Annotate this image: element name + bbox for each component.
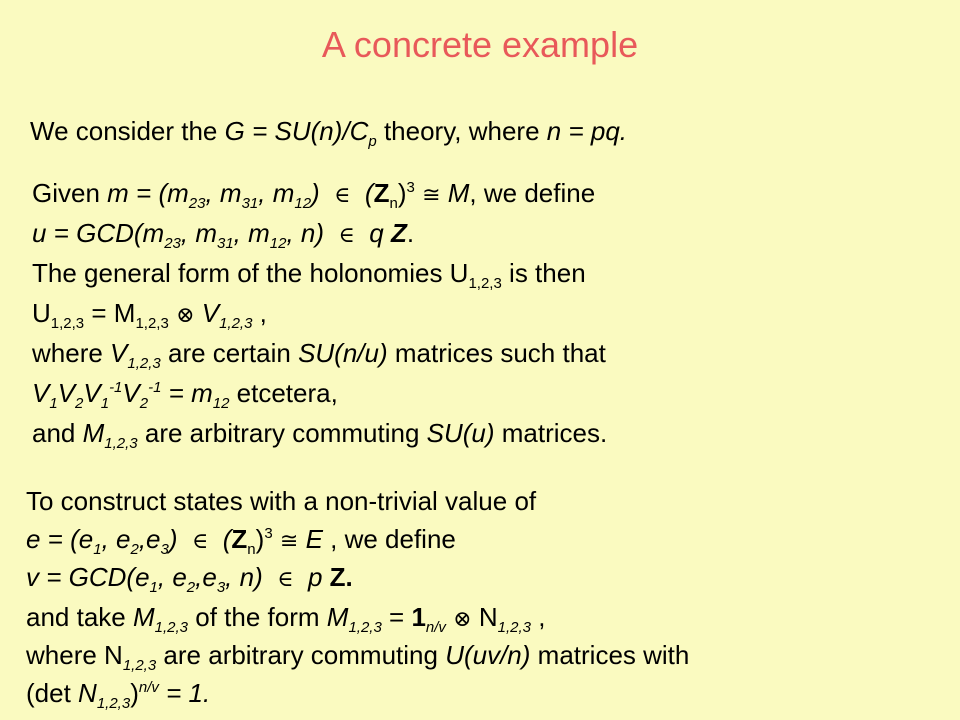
tensor-product-symbol: ⊗ bbox=[176, 303, 195, 328]
superscript: -1 bbox=[109, 379, 123, 396]
intro-text: We consider the bbox=[30, 116, 225, 146]
text: , m bbox=[258, 178, 295, 208]
text: N bbox=[471, 602, 498, 632]
subscript: 12 bbox=[269, 235, 287, 252]
text: q bbox=[369, 218, 384, 248]
text: matrices. bbox=[494, 418, 608, 448]
text: u = GCD(m bbox=[32, 218, 165, 248]
text: M bbox=[447, 178, 470, 208]
integers-symbol: Z bbox=[373, 178, 390, 208]
subscript: 12 bbox=[212, 395, 230, 412]
text: The general form of the holonomies U bbox=[32, 258, 469, 288]
text: matrices such that bbox=[387, 338, 606, 368]
text: ( bbox=[222, 524, 232, 554]
text: , e bbox=[157, 562, 187, 592]
text: and bbox=[32, 418, 83, 448]
text: , bbox=[252, 298, 267, 328]
text: , m bbox=[180, 218, 217, 248]
element-of-symbol: ∈ bbox=[334, 183, 351, 208]
text: U(uv/n) bbox=[445, 640, 531, 670]
identity-matrix-symbol: 1 bbox=[411, 602, 426, 632]
text: SU(u) bbox=[426, 418, 495, 448]
block2-line5 bbox=[26, 638, 689, 672]
superscript: 3 bbox=[264, 525, 273, 542]
text: are arbitrary commuting bbox=[137, 418, 427, 448]
text: , e bbox=[101, 524, 131, 554]
subscript: 1 bbox=[93, 541, 102, 558]
subscript: 23 bbox=[188, 195, 206, 212]
m-vector: m = (m bbox=[107, 178, 189, 208]
tensor-product-symbol: ⊗ bbox=[453, 607, 472, 632]
integers-symbol: Z. bbox=[329, 562, 353, 592]
text: , m bbox=[233, 218, 270, 248]
congruence-symbol: ≅ bbox=[279, 529, 299, 554]
text: of the form bbox=[188, 602, 327, 632]
block1-line6 bbox=[32, 376, 338, 410]
subscript: 1,2,3 bbox=[468, 275, 502, 292]
subscript: 1,2,3 bbox=[497, 619, 531, 636]
subscript: 1 bbox=[49, 395, 58, 412]
text: N bbox=[104, 640, 123, 670]
subscript-p: p bbox=[368, 133, 377, 150]
intro-line bbox=[30, 114, 627, 148]
text: v = GCD(e bbox=[26, 562, 150, 592]
text: ( bbox=[364, 178, 374, 208]
text: , m bbox=[205, 178, 242, 208]
text: , we define bbox=[322, 524, 456, 554]
text: , we define bbox=[469, 178, 596, 208]
slide-title: A concrete example bbox=[321, 24, 639, 65]
subscript: 1,2,3 bbox=[348, 619, 382, 636]
subscript: 1,2,3 bbox=[154, 619, 189, 636]
block1-line5 bbox=[32, 336, 606, 370]
text: , n) bbox=[286, 218, 325, 248]
text: ,e bbox=[138, 524, 161, 554]
text: are certain bbox=[160, 338, 299, 368]
subscript: 2 bbox=[75, 395, 84, 412]
subscript: 23 bbox=[164, 235, 181, 252]
integers-symbol: Z bbox=[231, 524, 248, 554]
text: , bbox=[530, 602, 546, 632]
block2-line6 bbox=[26, 676, 210, 710]
text: ) bbox=[168, 524, 178, 554]
text: = m bbox=[161, 378, 213, 408]
n-equals-pq: n = pq. bbox=[546, 116, 627, 146]
text: e = (e bbox=[26, 524, 94, 554]
superscript: 3 bbox=[406, 179, 415, 196]
text: , n) bbox=[225, 562, 263, 592]
text: SU(n/u) bbox=[298, 338, 388, 368]
subscript: n bbox=[389, 195, 398, 212]
subscript: n/v bbox=[425, 619, 446, 636]
text: V bbox=[57, 378, 76, 408]
text: = M bbox=[84, 298, 136, 328]
block1-line3 bbox=[32, 256, 586, 290]
element-of-symbol: ∈ bbox=[338, 223, 355, 248]
subscript: 2 bbox=[186, 579, 196, 596]
subscript: 3 bbox=[160, 541, 169, 558]
block1-line1 bbox=[32, 176, 595, 213]
text: . bbox=[406, 218, 415, 248]
text: M bbox=[82, 418, 105, 448]
text: Given bbox=[32, 178, 108, 208]
text: where bbox=[26, 640, 105, 670]
element-of-symbol: ∈ bbox=[277, 567, 294, 592]
subscript: 1,2,3 bbox=[135, 315, 169, 332]
text: etcetera, bbox=[229, 378, 338, 408]
element-of-symbol: ∈ bbox=[191, 529, 209, 554]
block2-line4 bbox=[26, 600, 545, 637]
text: ,e bbox=[195, 562, 217, 592]
text: = bbox=[381, 602, 412, 632]
text: where bbox=[32, 338, 111, 368]
intro-text-2: theory, where bbox=[376, 116, 547, 146]
block2-line1: To construct states with a non-trivial value of bbox=[26, 486, 537, 516]
text: matrices with bbox=[530, 640, 690, 670]
text: M bbox=[326, 602, 349, 632]
subscript: 3 bbox=[216, 579, 226, 596]
text: and take bbox=[26, 602, 133, 632]
text: V bbox=[32, 378, 50, 408]
subscript: 12 bbox=[294, 195, 312, 212]
integers-symbol: Z bbox=[390, 218, 407, 248]
text: is then bbox=[501, 258, 586, 288]
block1-line7 bbox=[32, 416, 607, 450]
subscript: 2 bbox=[139, 395, 149, 412]
text: p bbox=[307, 562, 323, 592]
block1-line2 bbox=[32, 216, 414, 253]
subscript: 1,2,3 bbox=[127, 355, 161, 372]
subscript: 1 bbox=[100, 395, 110, 412]
text: = 1. bbox=[158, 678, 211, 708]
subscript: n bbox=[247, 541, 256, 558]
text: N bbox=[78, 678, 97, 708]
text: ) bbox=[311, 178, 320, 208]
superscript: -1 bbox=[148, 379, 162, 396]
text: are arbitrary commuting bbox=[156, 640, 446, 670]
subscript: 31 bbox=[216, 235, 234, 252]
group-expression: G = SU(n)/C bbox=[224, 116, 369, 146]
text: M bbox=[132, 602, 155, 632]
text: V bbox=[201, 298, 220, 328]
text: V bbox=[110, 338, 128, 368]
subscript: 1,2,3 bbox=[104, 435, 138, 452]
text: (det bbox=[26, 678, 79, 708]
subscript: 1,2,3 bbox=[219, 315, 253, 332]
block2-line2 bbox=[26, 522, 456, 559]
text: E bbox=[305, 524, 323, 554]
block1-line4 bbox=[32, 296, 267, 333]
congruence-symbol: ≅ bbox=[422, 183, 441, 208]
superscript: n/v bbox=[138, 679, 159, 696]
subscript: 31 bbox=[241, 195, 259, 212]
subscript: 1,2,3 bbox=[122, 657, 157, 674]
subscript: 1 bbox=[149, 579, 158, 596]
block2-line3 bbox=[26, 560, 353, 597]
subscript: 1,2,3 bbox=[96, 695, 131, 712]
subscript: 2 bbox=[130, 541, 139, 558]
text: V bbox=[83, 378, 101, 408]
subscript: 1,2,3 bbox=[50, 315, 85, 332]
text: ) bbox=[397, 178, 407, 208]
text: ) bbox=[130, 678, 139, 708]
text: V bbox=[122, 378, 140, 408]
text: U bbox=[32, 298, 51, 328]
text: ) bbox=[255, 524, 265, 554]
